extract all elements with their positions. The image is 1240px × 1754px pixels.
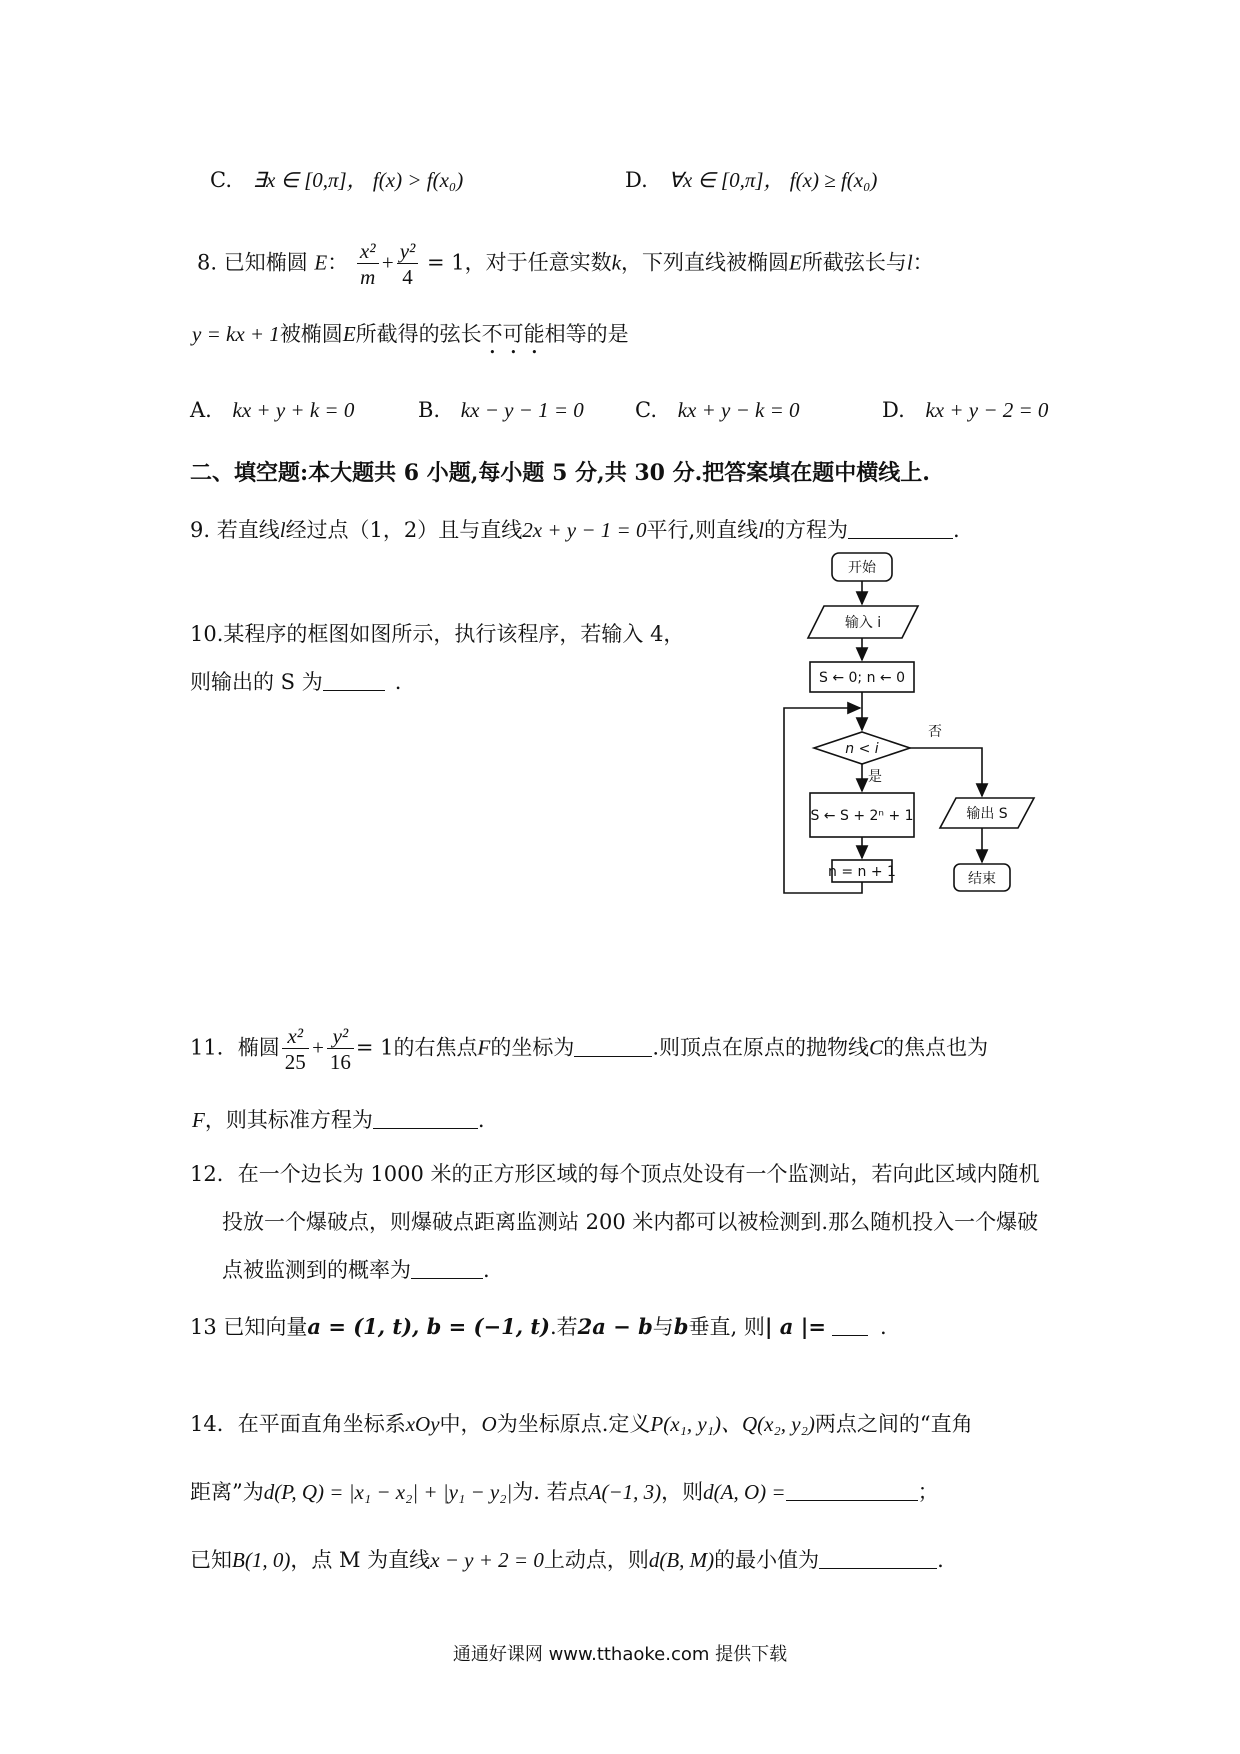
q7-option-d-label: D. [625, 168, 648, 192]
q11-line2 [192, 1108, 485, 1133]
flow-condition-label: n < i [845, 741, 879, 757]
q14-line2-b: 为. 若点 [512, 1480, 589, 1504]
q14-O: O [481, 1412, 497, 1436]
q8-colon: ： [327, 250, 349, 275]
q14-points: P(x₁, y₁)、Q(x₂, y₂) [650, 1412, 815, 1436]
q9-l2: l [758, 518, 764, 542]
q9-l1: l [279, 518, 286, 542]
flow-body-label: S ← S + 2ⁿ + 1 [810, 808, 914, 824]
q8-fraction-x [357, 240, 379, 288]
q8-fraction-y [397, 240, 419, 288]
q11-prefix: 11．椭圆 [190, 1035, 280, 1060]
flow-output-label: 输出 S [966, 806, 1008, 822]
q11-line2-F: F [192, 1108, 205, 1132]
q8-E: E [789, 250, 802, 275]
q8-line2-E: E [342, 322, 356, 346]
q8-line-equation: y = kx + 1 [192, 322, 280, 346]
q11-C: C [869, 1035, 884, 1060]
flow-end-label: 结束 [968, 871, 996, 887]
q8-option-b-label: B. [418, 398, 441, 422]
q14-xoy: xOy [405, 1412, 440, 1436]
q8-emphasis: 不可能 [481, 322, 545, 346]
q9-end: . [952, 518, 960, 542]
q8-ellipse-name: E [314, 250, 328, 275]
q14-answer-blank-1 [786, 1482, 918, 1501]
q12-line3-text: 点被监测到的概率为 [222, 1258, 411, 1282]
q11-frac1-num: x² [282, 1025, 309, 1049]
q14-dAO: d(A, O) = [703, 1480, 786, 1504]
q11-frac2-num: y² [327, 1025, 354, 1049]
q8-option-c [635, 398, 799, 423]
q8-line2 [192, 322, 629, 359]
q7-option-c-text: ∃x ∈ [0,π]， f(x) > f(x₀) [252, 168, 464, 192]
q8-mid2: ，下列直线被椭圆 [621, 250, 789, 275]
q9-c: 平行,则直线 [646, 518, 759, 542]
q13-d: 垂直, 则 [688, 1315, 765, 1339]
q12-line2: 投放一个爆破点，则爆破点距离监测站 200 米内都可以被检测到.那么随机投入一个爆破 [222, 1210, 1039, 1234]
q8-option-a [190, 398, 354, 423]
q7-option-d-text: ∀x ∈ [0,π]， f(x) ≥ f(x₀) [668, 168, 878, 192]
q9-a: 9. 若直线 [190, 518, 280, 542]
flow-start-label: 开始 [848, 560, 876, 576]
q11-frac2-den: 16 [329, 1050, 351, 1075]
q14-line1 [190, 1412, 973, 1437]
q14-line1-c: 为坐标原点.定义 [496, 1412, 651, 1436]
q14-line3-b: ，点 M 为直线 [290, 1548, 431, 1572]
q8-equals-one: = 1 [427, 250, 465, 275]
q7-option-c-label: C. [210, 168, 232, 192]
q10-line1: 10.某程序的框图如图所示，执行该程序，若输入 4， [190, 622, 685, 646]
q11-answer-blank-2 [373, 1110, 478, 1129]
q14-line3-c: 上动点，则 [543, 1548, 649, 1572]
q13-b-vector: b [673, 1314, 689, 1339]
q14-line3-d: 的最小值为 [714, 1548, 820, 1572]
q12-answer-blank [411, 1260, 483, 1279]
q14-formula: d(P, Q) = |x₁ − x₂| + |y₁ − y₂| [263, 1480, 513, 1504]
q11-b: 的坐标为 [490, 1035, 575, 1060]
q9 [190, 518, 960, 543]
q11-a: 的右焦点 [393, 1035, 478, 1060]
q8-option-b-text: kx − y − 1 = 0 [460, 398, 584, 422]
q9-b: 经过点（1，2）且与直线 [285, 518, 523, 542]
flow-incr-label: n = n + 1 [828, 864, 896, 880]
q10-end: . [394, 670, 402, 694]
q8-k: k [611, 250, 621, 275]
q14-line2 [190, 1480, 939, 1505]
q8-option-a-text: kx + y + k = 0 [232, 398, 355, 422]
q8-plus: + [380, 250, 395, 275]
q13-answer-blank [832, 1317, 868, 1336]
flow-input-label: 输入 i [844, 615, 882, 631]
q11-F: F [477, 1035, 491, 1060]
q11-plus: + [310, 1035, 325, 1060]
q11-end: . [477, 1108, 485, 1132]
q12-end: . [483, 1258, 490, 1282]
flowchart [770, 548, 1070, 908]
q8-frac1-den: m [360, 265, 376, 290]
q8-frac2-num: y² [397, 240, 419, 264]
q11-frac1-den: 25 [284, 1050, 306, 1075]
q13-c: 与 [652, 1315, 674, 1339]
q14-end: . [937, 1548, 944, 1572]
q14-line1-a: 14．在平面直角坐标系 [190, 1412, 406, 1436]
q12-line3 [222, 1258, 490, 1283]
q11-equals-one: = 1 [355, 1035, 394, 1060]
q9-equation: 2x + y − 1 = 0 [522, 518, 647, 542]
q14-dBM: d(B, M) [648, 1548, 715, 1572]
q14-line3-a: 已知 [190, 1548, 232, 1572]
q8-prefix: 8. 已知椭圆 [197, 250, 308, 275]
q10-answer-blank [323, 672, 385, 691]
q13-vectors: a = (1, t), b = (−1, t) [307, 1314, 550, 1339]
q8-option-c-text: kx + y − k = 0 [677, 398, 800, 422]
q8-line1 [197, 240, 934, 288]
q8-frac2-den: 4 [402, 265, 413, 290]
q8-option-a-label: A. [190, 398, 212, 422]
flow-init-label: S ← 0; n ← 0 [818, 670, 906, 686]
q13-b: .若 [549, 1315, 578, 1339]
q14-line2-end: ； [917, 1480, 939, 1504]
q13-a: 13 已知向量 [190, 1315, 308, 1339]
q8-line2-c: 相等的是 [544, 322, 629, 346]
q14-line1-d: 两点之间的“直角 [814, 1412, 973, 1436]
q13-magnitude: | a |= [764, 1314, 826, 1339]
q8-option-d-label: D. [882, 398, 905, 422]
q11-answer-blank-1 [574, 1038, 652, 1057]
page-footer: 通通好课网 www.tthaoke.com 提供下载 [452, 1644, 788, 1665]
flow-yes-label: 是 [868, 769, 882, 785]
q8-mid: ，对于任意实数 [464, 250, 612, 275]
q8-line2-b: 所截得的弦长 [355, 322, 482, 346]
q11-line2-a: ，则其标准方程为 [204, 1108, 373, 1132]
q8-end: ： [912, 250, 934, 275]
q11-d: 的焦点也为 [883, 1035, 989, 1060]
flow-no-label: 否 [928, 724, 942, 740]
q8-frac1-num: x² [357, 240, 379, 264]
q12-line1: 12．在一个边长为 1000 米的正方形区域的每个顶点处设有一个监测站，若向此区域内随机 [190, 1162, 1040, 1186]
q8-option-d-text: kx + y − 2 = 0 [925, 398, 1049, 422]
q13 [190, 1314, 887, 1340]
q14-line-eq: x − y + 2 = 0 [430, 1548, 544, 1572]
q8-option-b [418, 398, 584, 423]
q14-line2-a: 距离”为 [190, 1480, 264, 1504]
q8-option-d [882, 398, 1048, 423]
q13-expr: 2a − b [577, 1314, 653, 1339]
q8-mid3: 所截弦长与 [801, 250, 907, 275]
q7-option-d [625, 168, 877, 193]
q14-point-A: A(−1, 3) [588, 1480, 662, 1504]
q14-line3 [190, 1548, 944, 1573]
q8-l: l [906, 250, 913, 275]
q14-line1-b: 中， [439, 1412, 482, 1436]
q11-fraction-x [282, 1025, 309, 1073]
q8-line2-a: 被椭圆 [279, 322, 343, 346]
q10-line2 [190, 670, 401, 695]
section-heading: 二、填空题:本大题共 6 小题,每小题 5 分,共 30 分.把答案填在题中横线上. [190, 460, 930, 486]
q14-line2-c: ，则 [661, 1480, 704, 1504]
q10-line2-text: 则输出的 S 为 [190, 670, 323, 694]
q7-option-c [210, 168, 463, 193]
q9-d: 的方程为 [763, 518, 848, 542]
q8-option-c-label: C. [635, 398, 657, 422]
q14-answer-blank-2 [819, 1550, 937, 1569]
q11-line1 [190, 1025, 988, 1073]
q11-c: .则顶点在原点的抛物线 [652, 1035, 870, 1060]
q13-end: . [879, 1315, 887, 1339]
q9-answer-blank [848, 520, 953, 539]
q11-fraction-y [327, 1025, 354, 1073]
q14-point-B: B(1, 0) [232, 1548, 291, 1572]
